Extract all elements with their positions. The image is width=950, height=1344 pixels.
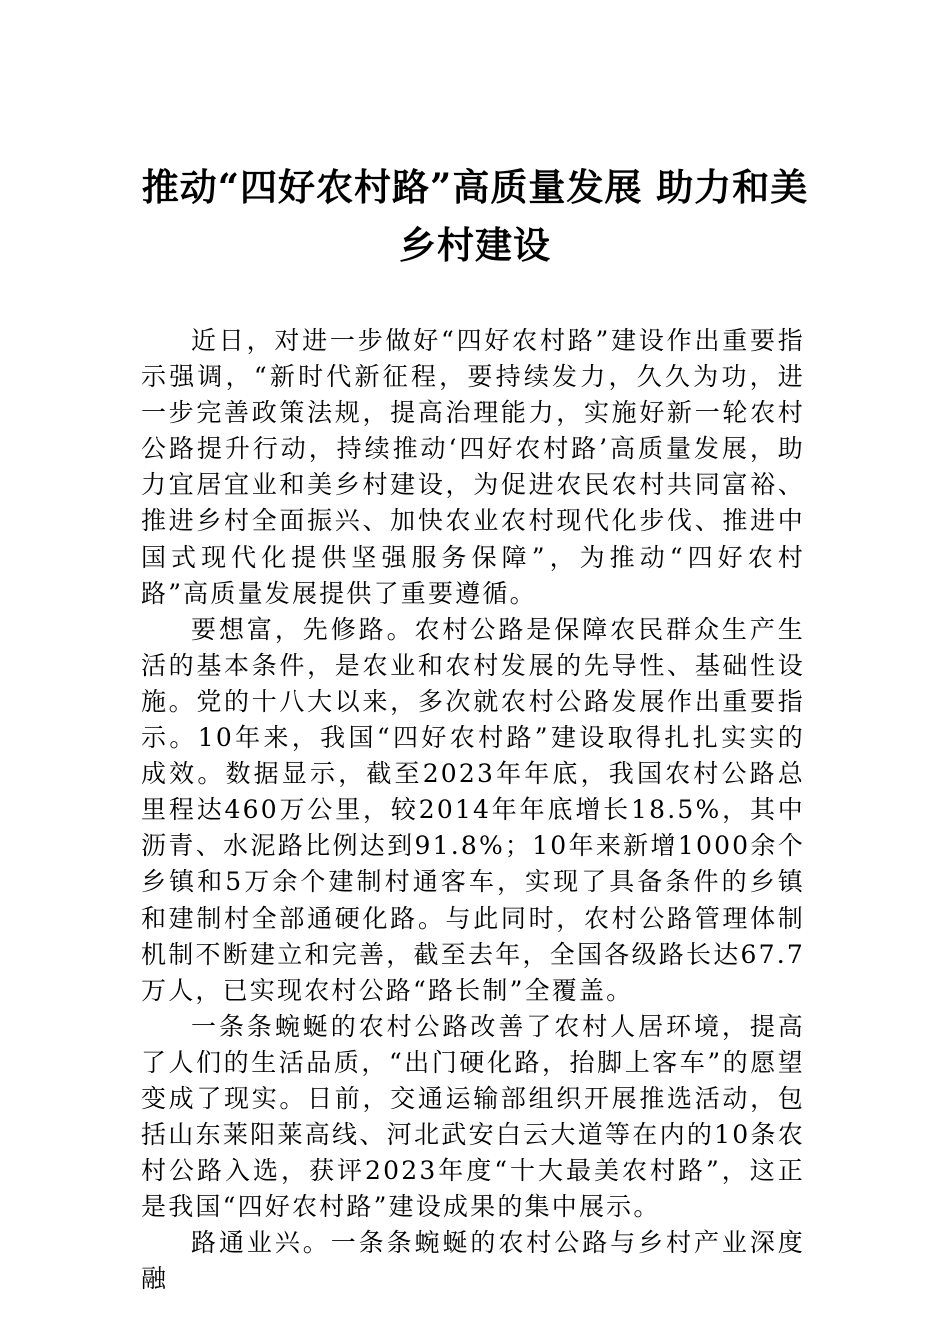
- paragraph-4: 路通业兴。一条条蜿蜒的农村公路与乡村产业深度融: [141, 1228, 805, 1294]
- title-line-2: 乡村建设: [399, 223, 551, 267]
- title-line-1: 推动“四好农村路”高质量发展 助力和美: [141, 165, 809, 209]
- paragraph-2: 要想富，先修路。农村公路是保障农民群众生产生活的基本条件，是农业和农村发展的先导性、基础性设施。党的十八大以来，多次就农村公路发展作出重要指示。10年来，我国“四好农村路”建设取得扎扎实实的成效。数据显示，截至2023年年底，我国农村公路总里程达460万公里，较2014年年底增长18.5%，其中沥青、水泥路比例达到91.8%；10年来新增1000余个乡镇和5万余个建制村通客车，实现了具备条件的乡镇和建制村全部通硬化路。与此同时，农村公路管理体制机制不断建立和完善，截至去年，全国各级路长达67.7万人，已实现农村公路“路长制”全覆盖。: [141, 614, 805, 1005]
- paragraph-3: 一条条蜿蜒的农村公路改善了农村人居环境，提高了人们的生活品质，“出门硬化路，抬脚上客车”的愿望变成了现实。日前，交通运输部组织开展推选活动，包括山东莱阳莱高线、河北武安白云大道等在内的10条农村公路入选，获评2023年度“十大最美农村路”，这正是我国“四好农村路”建设成果的集中展示。: [141, 1011, 805, 1222]
- paragraph-1: 近日，对进一步做好“四好农村路”建设作出重要指示强调，“新时代新征程，要持续发力，久久为功，进一步完善政策法规，提高治理能力，实施好新一轮农村公路提升行动，持续推动‘四好农村路’高质量发展，助力宜居宜业和美乡村建设，为促进农民农村共同富裕、推进乡村全面振兴、加快农业农村现代化步伐、推进中国式现代化提供坚强服务保障”，为推动“四好农村路”高质量发展提供了重要遵循。: [141, 326, 805, 608]
- document-title: [140, 158, 810, 274]
- document-body: [141, 323, 805, 1298]
